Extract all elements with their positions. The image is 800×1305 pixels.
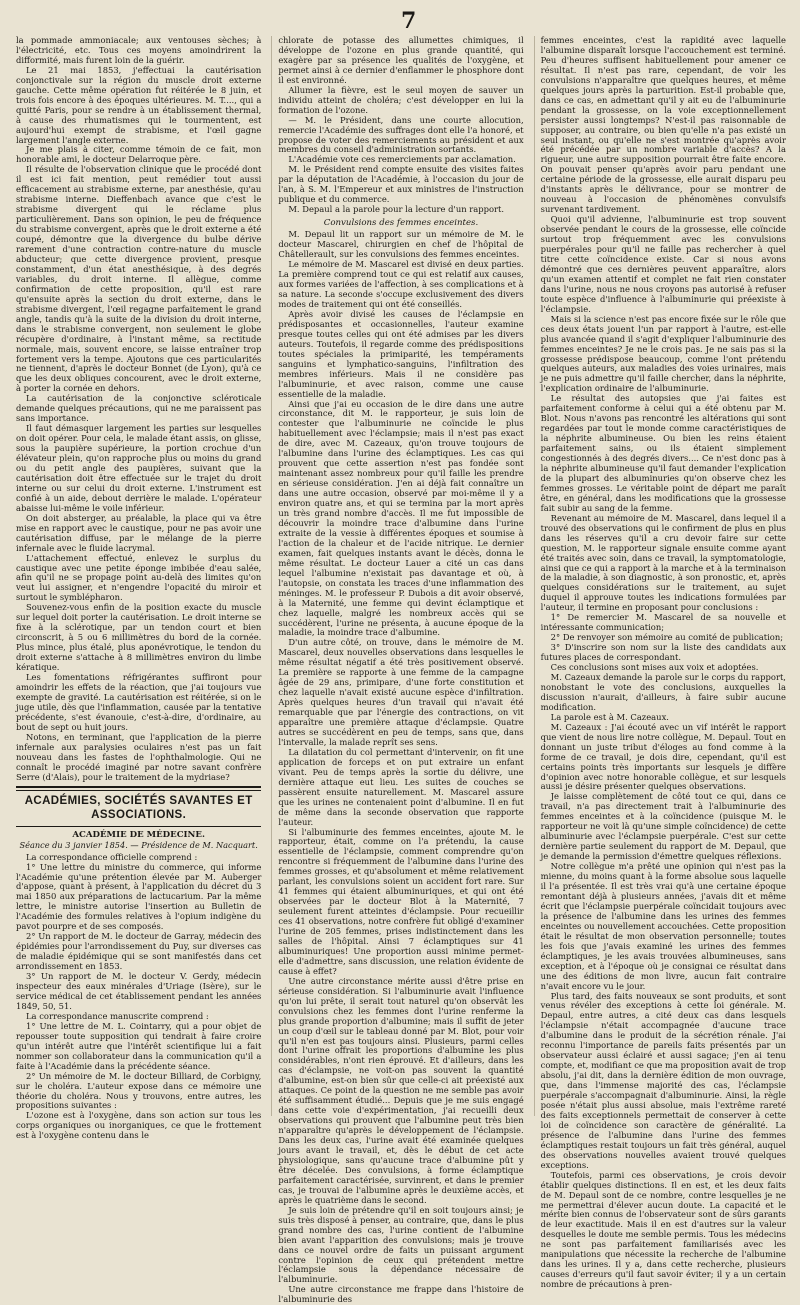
paragraph: Toutefois, parmi ces observations, je crois devoir établir quelques distinctions. Il en est, et les deux faits de M. Depaul sont de ce nombre, contre lesquelles je ne me permettrai d'élever aucun doute. La capacité et le mérite bien connus de l'observateur sont de sûrs garants de leur exactitude. Mais il en est d'autres sur la valeur desquelles le doute me semble permis. Tous les médecins ne sont pas parfaitement familiarisés avec les manipulations que nécessite la recherche de l'albumine dans les urines. Il y a, dans cette recherche, plusieurs causes d'erreurs qu'il faut savoir éviter; il y a un certain nombre de précautions à pren- [540,1169,786,1290]
paragraph: Il faut démasquer largement les parties sur lesquelles on doit opérer. Pour cela, le malade étant assis, on glisse, sous la paupière supérieure, la portion crochue d'un élévateur plein, qu'on rapproche plus ou moins du grand ou du petit angle des paupières, suivant que la cautérisation doit être effectuée sur le trajet du droit interne ou sur celui du droit externe. L'instrument est confié à un aide, debout derrière le malade. L'opérateur abaisse lui-même le voile inférieur. [16,423,262,513]
paragraph: Mais si la science n'est pas encore fixée sur le rôle que ces deux états jouent l'un par rapport à l'autre, est-elle plus avancée quand il s'agit d'expliquer l'albuminurie des femmes enceintes? Je ne le crois pas. Je ne sais pas si la grossesse prédispose beaucoup, comme l'ont prétendu quelques auteurs, aux maladies des voies urinaires, mais je ne puis admettre qu'il faille chercher, dans la néphrite, l'explication ordinaire de l'albuminurie. [540,313,786,394]
paragraph: La dilatation du col permettant d'intervenir, on fit une application de forceps et on put extraire un enfant vivant. Peu de temps après la sortie du délivre, une dernière attaque eut lieu. Les suites de couches se passèrent ensuite naturellement. M. Mascarel assure que les urines ne contenaient point d'albumine. Il en fut de même dans la seconde observation que rapporte l'auteur. [278,746,524,827]
columns [16,35,786,1305]
paragraph: Le résultat des autopsies que j'ai faites est parfaitement conforme à celui qui a été obtenu par M. Blot. Nous n'avons pas rencontré les altérations qui sont regardées par tout le monde comme caractéristiques de la néphrite albumineuse. Ou bien les reins étaient parfaitement sains, ou ils étaient simplement congestionnés à des degrés divers.... Ce n'est donc pas à la néphrite albumineuse qu'il faut demander l'explication de la plupart des albuminuries qu'on observe chez les femmes grosses. Le véritable point de départ me paraît être, en général, dans les modifications que la grossesse fait subir au sang de la femme. [540,393,786,513]
section-rule [16,826,261,827]
paragraph: Notre collègue m'a prêté une opinion qui n'est pas la mienne, du moins quant à la forme absolue sous laquelle il l'a présentée. Il est très vrai qu'à une certaine époque remontant déjà à plusieurs années, j'avais dit et même écrit que l'éclampsie puerpérale coïncidait toujours avec la présence de l'albumine dans les urines des femmes enceintes ou nouvellement accouchées. Cette proposition était le résultat de mon observation personnelle; toutes les fois que j'avais examiné les urines des femmes éclamptiques, je les avais trouvées albumineuses, sans exception, et à l'époque où je consignai ce résultat dans une des éditions de mon livre, aucun fait contraire n'avait encore vu le jour. [540,861,786,991]
list-item: 3° D'inscrire son nom sur la liste des candidats aux futures places de correspondant. [540,642,786,663]
list-item: 2° Un mémoire de M. le docteur Billiard, de Corbigny, sur le choléra. L'auteur expose dans ce mémoire une théorie du choléra. Nous y trouvons, entre autres, les propositions suivantes : [16,1070,262,1111]
section-heading: ACADÉMIES, SOCIÉTÉS SAVANTES ET ASSOCIATIONS. [24,795,253,822]
paragraph: Revenant au mémoire de M. Mascarel, dans lequel il a trouvé des observations qui le confirment de plus en plus dans les réserves qu'il a cru devoir faire sur cette question, M. le rapporteur signale ensuite comme ayant été traités avec soin, dans ce travail, la symptomatologie, ainsi que ce qui a rapport à la marche et à la terminaison de la maladie, à son diagnostic, à son pronostic, et, après quelques considérations sur le traitement, au sujet duquel il approuve toutes les indications formulées par l'auteur, il termine en proposant pour conclusions : [540,512,786,613]
paragraph: Notons, en terminant, que l'application de la pierre infernale aux paralysies oculaires n'est pas un fait nouveau dans les fastes de l'ophthalmologie. Qui ne connaît le procédé imaginé par notre savant confrère Serre (d'Alais), pour le traitement de la mydriase? [16,731,262,782]
paragraph: Une autre circonstance me frappe dans l'histoire de l'albuminurie des [278,1284,524,1305]
list-item: 2° Un rapport de M. le docteur de Garray, médecin des épidémies pour l'arrondissement du Puy, sur diverses cas de maladie épidémique qui se sont manifestés dans cet arrondissement en 1853. [16,931,262,972]
list-item: 3° Un rapport de M. le docteur V. Gerdy, médecin inspecteur des eaux minérales d'Uriage (Isère), sur le service médical de cet établissement pendant les années 1849, 50, 51. [16,971,262,1011]
paragraph: la pommade ammoniacale; aux ventouses sèches; à l'électricité, etc. Tous ces moyens amoindrirent la difformité, mais furent loin de la guérir. [16,35,262,65]
paragraph: M. Cazeaux : J'ai écouté avec un vif intérêt le rapport que vient de nous lire notre collègue, M. Depaul. Tout en donnant un juste tribut d'éloges au fond comme à la forme de ce travail, je dois dire, cependant, qu'il est certains points très importants sur lesquels je diffère d'opinion avec notre honorable collègue, et sur lesquels aussi je désire présenter quelques observations. [540,721,786,792]
session-line: Séance du 3 janvier 1854. — Présidence de M. Nacquart. [19,839,258,850]
paragraph: femmes enceintes, c'est la rapidité avec laquelle l'albumine disparaît lorsque l'accouchement est terminé. Peu d'heures suffisent habituellement pour amener ce résultat. Il n'est pas rare, cependant, de voir les convulsions n'apparaître que quelques heures, et même quelques jours après la parturition. Est-il probable que, dans ce cas, en admettant qu'il y ait eu de l'albuminurie pendant la grossesse, on la voie exceptionnellement persister aussi longtemps? N'est-il pas raisonnable de supposer, au contraire, ou bien qu'elle n'a pas existé un seul instant, ou qu'elle ne s'est montrée qu'après avoir été précédée par un nombre variable d'accès? A la rigueur, une autre supposition pourrait être faite encore. On pouvait penser qu'après avoir paru pendant une certaine période de la grossesse, elle aurait disparu peu d'instants après le délivrance, pour se montrer de nouveau à l'occasion de phénomènes convulsifs survenant tardivement. [540,35,786,215]
paragraph: M. Cazeaux demande la parole sur le corps du rapport, nonobstant le vote des conclusions, auxquelles la discussion n'aurait, d'ailleurs, à faire subir aucune modification. [540,672,786,712]
paragraph: Allumer la fièvre, est le seul moyen de sauver un individu atteint de choléra; c'est développer en lui la formation de l'ozone. [278,84,524,115]
paragraph: — M. le Président, dans une courte allocution, remercie l'Académie des suffrages dont elle l'a honoré, et propose de voter des remerciements au président et aux membres du conseil d'administration sortants. [278,114,524,155]
paragraph: M. le Président rend compte ensuite des visites faites par la députation de l'Académie, à l'occasion du jour de l'an, à S. M. l'Empereur et aux ministres de l'instruction publique et du commerce. [278,164,524,205]
paragraph: Quoi qu'il advienne, l'albuminurie est trop souvent observée pendant le cours de la grossesse, elle coïncide surtout trop fréquemment avec les convulsions puerpérales pour qu'il ne faille pas rechercher à quel titre cette coïncidence existe. Car si nous avons démontré que ces dernières peuvent apparaître, alors qu'un examen attentif et complet ne fait rien constater dans l'urine, nous ne nous croyons pas autorisé à refuser toute espèce d'influence à l'albuminurie qui préexiste à l'éclampsie. [540,214,786,314]
paragraph: On doit absterger, au préalable, la place qui va être mise en rapport avec le caustique, pour ne pas avoir une cautérisation diffuse, par le mélange de la pierre infernale avec le fluide lacrymal. [16,512,262,553]
section-rule [16,790,261,791]
paragraph: Le 21 mai 1853, j'effectuai la cautérisation conjonctivale sur la région du muscle droit externe gauche. Cette même opération fut réitérée le 8 juin, et trois fois encore à des époques ultérieures. M. T...., qui a quitté Paris, pour se rendre à un établissement thermal, à cause des rhumatismes qui le tourmentent, est aujourd'hui exempt de strabisme, et l'œil gagne largement l'angle externe. [16,64,262,145]
column-middle [271,35,524,1305]
paragraph: La parole est à M. Cazeaux. [550,711,669,722]
paragraph: Il résulte de l'observation clinique que le procédé dont il est ici fait mention, peut remédier tout aussi efficacement au strabisme externe, par anesthésie, qu'au strabisme interne. Dieffenbach avance que c'est le strabisme divergent qui le réclame plus particulièrement. Dans son opinion, le peu de fréquence du strabisme convergent, après que le droit externe a été coupé, démontre que la divergence du bulbe dérive rarement d'une contraction contre-nature du muscle abducteur; que cette divergence provient, presque constamment, d'un état anesthésique, à des degrés variables, du droit interne. Il allègue, comme confirmation de cette proposition, qu'il est rare qu'ensuite après la section du droit externe, dans le strabisme divergent, l'œil regagne parfaitement le grand angle, tandis qu'à la suite de la division du droit interne, dans le strabisme convergent, non seulement le globe récupère d'ordinaire, à l'instant même, sa rectitude normale, mais, souvent encore, se laisse entraîner trop fortement vers la tempe. Ajoutons que ces particularités ne tiennent, d'après le docteur Bonnet (de Lyon), qu'à ce que les deux obliques concourent, avec le droit externe, à porter la cornée en dehors. [16,164,262,394]
paragraph: M. Depaul a la parole pour la lecture d'un rapport. [288,204,505,215]
list-item: 1° Une lettre du ministre du commerce, qui informe l'Académie qu'une prétention élevée par M. Auberger d'appose, quant à présent, à l'application du décret du 3 mai 1850 aux préparations de lactucarium. Par la même lettre, le ministre autorise l'insertion au Bulletin de l'Académie des formules relatives à l'opium indigène du pavot pourpre et de ses composés. [16,861,262,932]
column-left [16,35,262,1141]
paragraph: Ces conclusions sont mises aux voix et adoptées. [550,662,759,673]
list-item: 1° Une lettre de M. L. Cointarry, qui a pour objet de repousser toute supposition qui tendrait à faire croire qu'un intérêt autre que l'intérêt scientifique lui a fait nommer son collaborateur dans la communication qu'il a faite à l'Académie dans la précédente séance. [16,1020,262,1071]
page-number: 7 [401,8,417,34]
paragraph: Le mémoire de M. Mascarel est divisé en deux parties. La première comprend tout ce qui est relatif aux causes, aux formes variées de l'affection, à ses complications et à sa nature. La seconde s'occupe exclusivement des divers modes de traitement qui ont été conseillés. [278,259,524,309]
paragraph: La correspondance manuscrite comprend : [26,1010,209,1021]
paragraph: L'Académie vote ces remerciements par acclamation. [288,154,516,165]
paragraph: La correspondance officielle comprend : [26,851,198,862]
list-item: 2° De renvoyer son mémoire au comité de publication; [550,632,784,643]
sub-heading: ACADÉMIE DE MÉDECINE. [72,829,205,840]
paragraph: Une autre circonstance mérite aussi d'être prise en sérieuse considération. Si l'albuminurie avait l'influence qu'on lui prête, il serait tout naturel qu'on observât les convulsions chez les femmes dont l'urine renferme la plus grande proportion d'albumine; mais il suffit de jeter un coup d'œil sur le tableau donné par M. Blot, pour voir qu'il n'en est pas toujours ainsi. Plusieurs, parmi celles dont l'urine offrait les proportions d'albumine les plus considérables, n'ont rien éprouvé. Et d'ailleurs, dans les cas d'éclampsie, ne voit-on pas souvent la quantité d'albumine, est-on bien sûr que celle-ci ait préexisté aux attaques. Ce point de la question ne me semble pas avoir été suffisamment étudié... Depuis que je me suis engagé dans cette voie d'expérimentation, j'ai recueilli deux observations qui prouvent que l'albumine peut très bien n'apparaître qu'après le développement de l'éclampsie. Dans les deux cas, l'urine avait été examinée quelques jours avant le travail, et, dès le début de cet acte physiologique, sans qu'aucune trace d'albumine pût y être décelée. Des convulsions, à forme éclamptique parfaitement caractérisée, survinrent, et dans le premier cas, je trouvai de l'albumine après le deuxième accès, et après le quatrième dans le second. [278,975,524,1205]
paragraph: M. Depaul lit un rapport sur un mémoire de M. le docteur Mascarel, chirurgien en chef de l'hôpital de Châtellerault, sur les convulsions des femmes enceintes. [278,229,524,260]
list-item: 1° De remercier M. Mascarel de sa nouvelle et intéressante communication; [540,612,786,633]
paragraph: Les fomentations réfrigérantes suffiront pour amoindrir les effets de la réaction, que j'ai toujours vue exempte de gravité. La cautérisation est réitérée, si on le juge utile, dès que l'inflammation, causée par la tentative précédente, s'est évanouie, c'est-à-dire, d'ordinaire, au bout de sept ou huit jours. [16,672,262,732]
paragraph: Si l'albuminurie des femmes enceintes, ajoute M. le rapporteur, était, comme on l'a prétendu, la cause essentielle de l'éclampsie, comment comprendre qu'on rencontre si fréquemment de l'albumine dans l'urine des femmes grosses, et qu'absolument et même relativement parlant, les convulsions soient un accident fort rare. Sur 41 femmes qui étaient albuminuriques, et qui ont été observées par le docteur Blot à la Maternité, 7 seulement furent atteintes d'éclampsie. Pour recueillir ces 41 observations, notre confrère fut obligé d'examiner l'urine de 205 femmes, prises indistinctement dans les salles de l'hôpital. Ainsi 7 éclamptiques sur 41 albuminuriques! Une proportion aussi minime permet-elle d'admettre, sans discussion, une relation évidente de cause à effet? [278,826,524,976]
paragraph: L'ozone est à l'oxygène, dans son action sur tous les corps organiques ou inorganiques, ce que le frottement est à l'oxygène contenu dans le [16,1110,262,1141]
paragraph: L'attachement effectué, enlevez le surplus du caustique avec une petite éponge imbibée d'eau salée, afin qu'il ne se propage point au-delà des limites qu'on veut lui assigner, et n'engendre l'opacité du miroir et surtout le symblépharon. [16,552,262,603]
paragraph: Après avoir divisé les causes de l'éclampsie en prédisposantes et occasionnelles, l'auteur examine presque toutes celles qui ont été admises par les divers auteurs. Toutefois, il regarde comme des prédispositions toutes spéciales la primiparité, les tempéraments sanguins et lymphatico-sanguins, l'infiltration des membres inférieurs. Mais il ne considère pas l'albuminurie, et avec raison, comme une cause essentielle de la maladie. [278,308,524,399]
paragraph: Ainsi que j'ai eu occasion de le dire dans une autre circonstance, dit M. le rapporteur, je suis loin de contester que l'albuminurie ne coïncide le plus habituellement avec l'éclampsie; mais il n'est pas exact de dire, avec M. Cazeaux, qu'on trouve toujours de l'albumine dans l'urine des éclamptiques. Les cas qui prouvent que cette assertion n'est pas fondée sont maintenant assez nombreux pour qu'il faille les prendre en sérieuse considération. J'en ai déjà fait connaître un dans une autre occasion, observé par moi-même il y a environ quatre ans, et qui se termina par la mort après un très grand nombre d'accès. Il me fut impossible de découvrir la moindre trace d'albumine dans l'urine extraite de la vessie à différentes époques et soumise à l'action de la chaleur et de l'acide nitrique. Le dernier examen, fait quelques instants avant le décès, donna le même résultat. Le docteur Lauer a cité un cas dans lequel l'albumine n'existait pas davantage et où, à l'autopsie, on constata les traces d'une inflammation des méninges. M. le professeur P. Dubois a dit avoir observé, à la Maternité, une femme qui devint éclamptique et chez laquelle, malgré les nombreux accès qui se succédèrent, l'urine ne présenta, à aucune époque de la maladie, la moindre trace d'albumine. [278,398,524,638]
section-rule [16,786,261,788]
page-header [16,6,786,36]
paragraph: Je me plais à citer, comme témoin de ce fait, mon honorable ami, le docteur Delarroque père. [16,144,262,165]
paragraph: D'un autre côté, on trouve, dans le mémoire de M. Mascarel, deux nouvelles observations dans lesquelles le même résultat négatif a été très positivement observé. La première se rapporte à une femme de la campagne âgée de 29 ans, primipare, d'une forte constitution et chez laquelle n'avait existé aucune espèce d'infiltration. Après quelques heures d'un travail qui n'avait été remarquable que par l'énergie des contractions, on vit apparaître une première attaque d'éclampsie. Quatre autres se succédèrent en peu de temps, sans que, dans l'intervalle, la malade reprît ses sens. [278,637,524,747]
paragraph: La cautérisation de la conjonctive scléroticale demande quelques précautions, qui ne me paraissent pas sans importance. [16,393,262,424]
paragraph: Souvenez-vous enfin de la position exacte du muscle sur lequel doit porter la cautérisation. Le droit interne se fixe à la sclérotique, par un tendon court et bien circonscrit, à 5 ou 6 millimètres du bord de la cornée. Plus mince, plus étalé, plus aponévrotique, le tendon du droit externe s'attache à 8 millimètres environ du limbe kératique. [16,602,262,673]
paragraph: Plus tard, des faits nouveaux se sont produits, et sont venus révéler des exceptions à cette loi générale. M. Depaul, entre autres, a cité deux cas dans lesquels l'éclampsie n'était accompagnée d'aucune trace d'albumine dans le produit de la sécrétion rénale. J'ai reconnu l'importance de pareils faits présentés par un observateur aussi éclairé et aussi sagace; j'en ai tenu compte, et, modifiant ce que ma proposition avait de trop absolu, j'ai dit, dans la dernière édition de mon ouvrage, que, dans l'immense majorité des cas, l'éclampsie puerpérale s'accompagnait d'albuminurie. Ainsi, la règle posée n'était plus aussi absolue, mais l'extrême rareté des faits exceptionnels permettait de conserver à cette loi de coïncidence son caractère de généralité. La présence de l'albumine dans l'urine des femmes éclamptiques restait toujours un fait très général, auquel des observations nouvelles avaient trouvé quelques exceptions. [540,990,786,1170]
paragraph: chlorate de potasse des allumettes chimiques, il développe de l'ozone en plus grande quantité, qui exagère par sa présence les qualités de l'oxygène, et permet ainsi à ce dernier d'enflammer le phosphore dont il est environné. [278,35,524,85]
article-title: Convulsions des femmes enceintes. [323,218,479,229]
paragraph: Je suis loin de prétendre qu'il en soit toujours ainsi; je suis très disposé à penser, au contraire, que, dans le plus grand nombre des cas, l'urine contient de l'albumine bien avant l'apparition des convulsions; mais je trouve dans ce nouvel ordre de faits un puissant argument contre l'opinion de ceux qui prétendent mettre l'éclampsie sous la dépendance nécessaire de l'albuminurie. [278,1204,524,1285]
column-right [534,35,786,1290]
paragraph: Je laisse complètement de côté tout ce qui, dans ce travail, n'a pas directement trait à l'albuminurie des femmes enceintes et à la coïncidence (puisque M. le rapporteur ne voit là qu'une simple coïncidence) de cette albuminurie avec l'éclampsie puerpérale. C'est sur cette dernière partie seulement du rapport de M. Depaul, que je demande la permission d'émettre quelques réflexions. [540,791,786,862]
